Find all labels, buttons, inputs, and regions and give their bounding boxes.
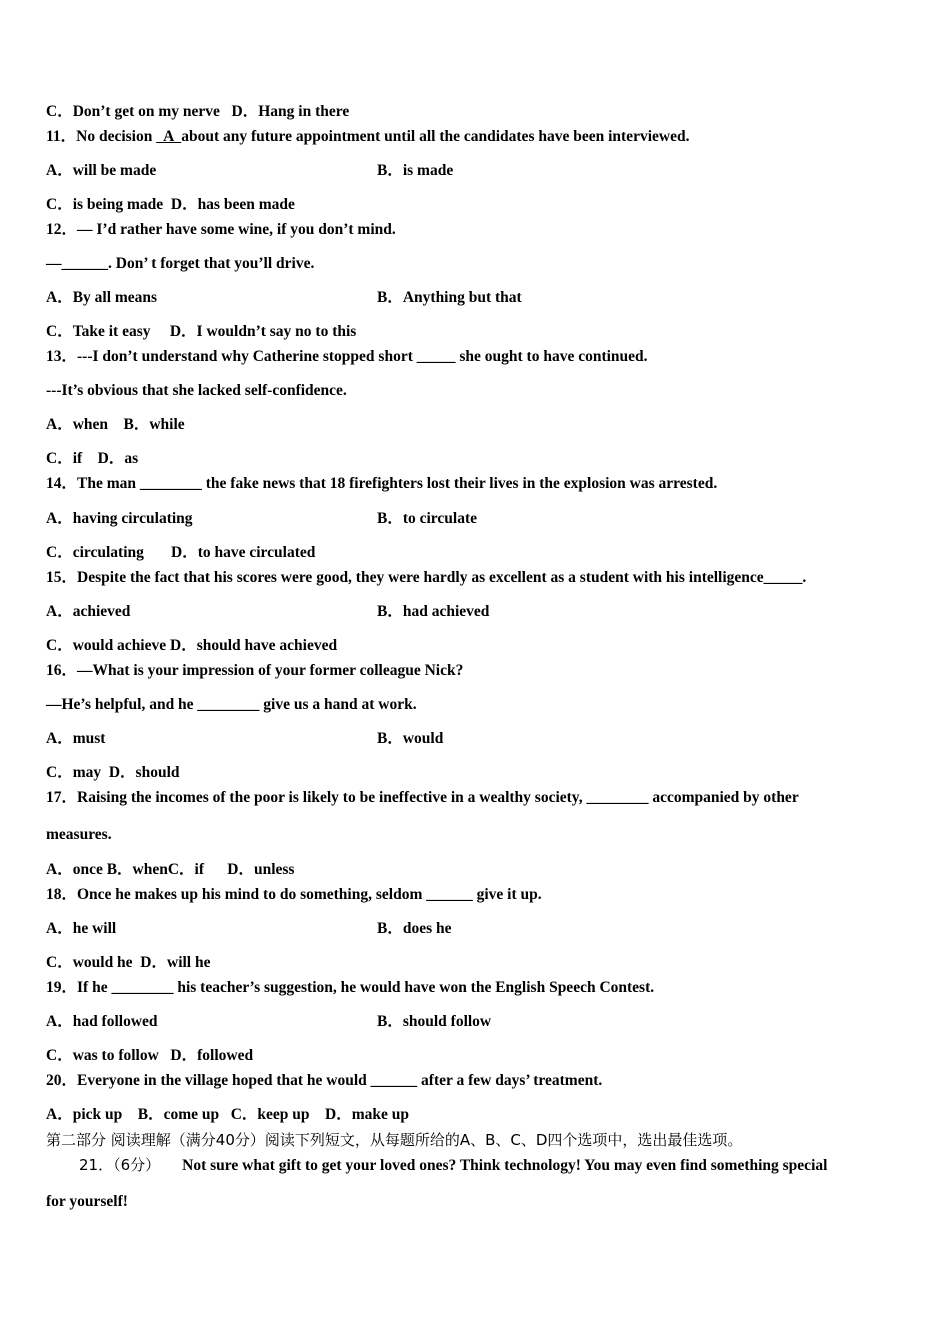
q19-options-ab [46,1012,492,1032]
q11-options-cd: C．is being made D．has been made [46,196,295,213]
q14-option-b: B．to circulate [377,510,478,527]
q18-options-cd: C．would he D．will he [46,954,211,971]
q11-option-b: B．is made [377,162,454,179]
q16-options-cd: C．may D．should [46,764,180,781]
question-18: 18．Once he makes up his mind to do something, seldom ______ give it up. [46,886,542,903]
q13-response: ---It’s obvious that she lacked self-confidence. [46,382,347,399]
q13-options-cd: C．if D．as [46,450,139,467]
question-12: 12．— I’d rather have some wine, if you don’t mind. [46,221,396,238]
question-19: 19．If he ________ his teacher’s suggestion, he would have won the English Speech Contest. [46,979,655,996]
q18-option-a: A．he will [46,920,117,937]
q11-options-ab [46,161,454,181]
q18-option-b: B．does he [377,920,452,937]
q21-text: Not sure what gift to get your loved ones? Think technology! You may even find something special [182,1157,828,1174]
question-14: 14．The man ________ the fake news that 18 firefighters lost their lives in the explosion was arrested. [46,475,718,492]
q11-option-a: A．will be made [46,162,157,179]
q15-options-ab [46,602,490,622]
question-17-line1: 17．Raising the incomes of the poor is likely to be ineffective in a wealthy society, ________ accompanied by other [46,789,799,806]
q12-response: —______. Don’ t forget that you’ll drive. [46,255,315,272]
q18-options-ab [46,919,452,939]
q10-options-cd: C．Don’t get on my nerve D．Hang in there [46,103,350,120]
q11-stem-start: 11．No decision [46,128,157,145]
q13-options-ab: A．when B．while [46,416,185,433]
part-two-heading: 第二部分 阅读理解（满分40分）阅读下列短文，从每题所给的A、B、C、D四个选项中，选出最佳选项。 [46,1131,743,1149]
question-13: 13．---I don’t understand why Catherine stopped short _____ she ought to have continued. [46,348,648,365]
q12-options-ab [46,288,522,308]
question-15: 15．Despite the fact that his scores were good, they were hardly as excellent as a student with his intelligence_____. [46,569,807,586]
q12-option-a: A．By all means [46,289,158,306]
question-21-line2: for yourself! [46,1193,128,1210]
question-16: 16．—What is your impression of your former colleague Nick? [46,662,464,679]
q16-options-ab [46,729,444,749]
q15-options-cd: C．would achieve D．should have achieved [46,637,338,654]
q14-options-cd: C．circulating D．to have circulated [46,544,316,561]
q16-option-a: A．must [46,730,106,747]
question-20: 20．Everyone in the village hoped that he would ______ after a few days’ treatment. [46,1072,603,1089]
question-17-line2: measures. [46,826,112,843]
q11-stem-end: about any future appointment until all the candidates have been interviewed. [181,128,690,145]
question-21-line1 [79,1155,827,1176]
q21-number: 21．（6分） [79,1156,161,1174]
q19-option-a: A．had followed [46,1013,158,1030]
q17-options: A．once B．whenC．if D．unless [46,861,295,878]
q15-option-a: A．achieved [46,603,131,620]
q15-option-b: B．had achieved [377,603,490,620]
q12-option-b: B．Anything but that [377,289,522,306]
q14-options-ab [46,509,478,529]
q16-response: —He’s helpful, and he ________ give us a hand at work. [46,696,417,713]
q12-options-cd: C．Take it easy D．I wouldn’t say no to this [46,323,357,340]
q20-options: A．pick up B．come up C．keep up D．make up [46,1106,410,1123]
q11-answer-blank: A [156,128,182,145]
question-11 [46,127,689,147]
q19-options-cd: C．was to follow D．followed [46,1047,254,1064]
q19-option-b: B．should follow [377,1013,492,1030]
q14-option-a: A．having circulating [46,510,193,527]
q16-option-b: B．would [377,730,444,747]
